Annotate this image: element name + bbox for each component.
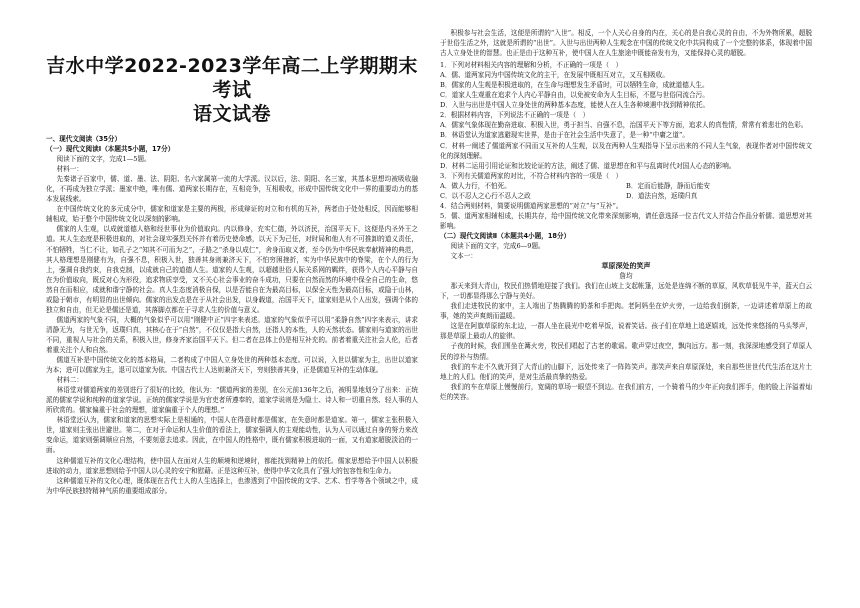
paragraph: 这是在阿旗草原的东北边，一群人坐在晨光中吃着早饭，说着笑话。孩子们在草地上追逐嬉戏，远处传来悠扬的马头琴声，那是草原上最动人的旋律。 xyxy=(440,322,812,341)
paragraph: 我们的车在草原上慢慢前行，宽阔的草场一眼望不到边。在我们前方，一个骑着马的少年正向我们挥手，他的脸上洋溢着灿烂的笑容。 xyxy=(440,382,812,401)
story-author: 詹均 xyxy=(619,272,633,281)
option: C．以不忍人之心行不忍人之政 xyxy=(440,191,531,200)
option: A．做人力行，不怕死。 xyxy=(440,181,511,190)
paragraph: 儒道互补是中国传统文化的基本格局，二者构成了中国人立身处世的两种基本态度。可以说，入世以儒家为主，出世以道家为本；进可以儒家为主，退可以道家为依。中国古代士人达则兼济天下，穷则独善其身，正是儒道互补的生动体现。 xyxy=(46,356,418,375)
subsection-heading: （二）现代文阅读Ⅱ（本题共4小题，18分） xyxy=(440,231,571,240)
question: 5．儒、道两家相辅相成，长期共存，给中国传统文化带来深刻影响，请任意选择一位古代文人并结合作品分析儒、道思想对其影响。 xyxy=(440,211,812,230)
exam-title: 吉水中学2022-2023学年高二上学期期末考试 xyxy=(46,55,418,101)
paragraph: 积极参与社会生活，这便是所谓的“入世”。相反，一个人关心自身的内在，关心的是自我心灵的自由，不为外物所累，超脱于世俗生活之外，这就是所谓的“出世”。入世与出世两种人生观念在中国的传统文化中共同构成了一个完整的体系，体现着中国古人立身处世的智慧。也正是由于这种互补，使中国人在人生旅途中既能奋发有为，又能保持心灵的超脱。 xyxy=(440,29,812,58)
paragraph: 在中国传统文化的多元成分中，儒家和道家是主要的两极，形成辩证的对立和有机的互补，两者由于处处相反，因而能够相辅相成，始于整个中国传统文化以深刻的影响。 xyxy=(46,205,418,224)
paragraph: 儒道两家的气象不同，大概的气象似乎可以用“刚健中正”四字来表述。道家的气象似乎可以用“柔静自然”四字来表示，讲求清静无为，与世无争，返璞归真，其核心在于“自然”，不仅仅是指大自然，还指人的本性，人的天然状态。儒家则与道家的出世不同，重视人与社会的关系，积极入世，修身齐家治国平天下。但二者在总体上仍是相互补充的。前者着重关注社会人伦，后者着重关注个人和自然。 xyxy=(46,315,418,354)
material-label: 材料二： xyxy=(56,376,83,385)
section-heading: 一、现代文阅读（35分） xyxy=(46,135,122,143)
reading-instruction: 阅读下面的文字，完成6—9题。 xyxy=(450,241,545,250)
option: C．材料一阐述了儒道两家不同而又互补的人生观，以及在两种人生观指导下呈示出来的不同人生气象，表现作者对中国传统文化的深刻理解。 xyxy=(440,141,812,160)
question: 1．下列对材料相关内容的理解和分析，不正确的一项是（ ） xyxy=(440,61,623,70)
paragraph: 这种儒道互补的文化心理结构，使中国人在面对人生的顺境和逆境时，都能找到精神上的依托。儒家思想给予中国人以积极进取的动力，道家思想则给予中国人以心灵的安宁和慰藉。正是这种互补，使得中华文化具有了强大的包容性和生命力。 xyxy=(46,456,418,475)
material-label: 材料一： xyxy=(56,165,83,174)
question: 2．根据材料内容，下列说法不正确的一项是（ ） xyxy=(440,111,590,120)
option: D．道法自然，返璞归真 xyxy=(626,191,698,200)
option-row xyxy=(440,191,812,201)
paragraph: 这种儒道互补的文化心理，既体现在古代士人的人生选择上，也渗透到了中国传统的文学、艺术、哲学等各个领域之中，成为中华民族独特精神气质的重要组成部分。 xyxy=(46,476,418,495)
option: B．儒家的人生观是积极进取的，在生命与理想发生矛盾时，可以牺牲生命，成就道德人生。 xyxy=(440,81,709,90)
paragraph: 子夜的时候，我们围坐在篝火旁，牧民们唱起了古老的歌谣。歌声穿过夜空，飘向远方。那一刻，我深深地感受到了草原人民的淳朴与热情。 xyxy=(440,342,812,361)
option: D．入世与出世是中国人立身处世的两种基本态度，能使人在人生各种境遇中找到精神依托。 xyxy=(440,101,710,110)
option: B．林语堂认为道家逃避现实世界，是由于在社会生活中失意了，是一种“中庸之道”。 xyxy=(440,131,689,140)
question: 4．结合两则材料，简要说明儒道两家思想的“对立”与“互补”。 xyxy=(440,201,623,210)
reading-instruction: 阅读下面的文字，完成1—5题。 xyxy=(56,155,151,164)
story-title: 草原深处的笑声 xyxy=(601,262,651,271)
subsection-heading: （一）现代文阅读Ⅰ（本题共5小题，17分） xyxy=(46,145,175,154)
paragraph: 先秦诸子百家中，儒、道、墨、法、阴阳、名六家属第一流的大学派。汉以后，法、阴阳、名三家，其基本思想均被吸收融化，不再成为独立学派；墨家中绝，唯有儒、道两家长期存在，互相竞争，互相吸收，形成中国传统文化中一界的重要动力的基本发展线索。 xyxy=(46,175,418,204)
question: 3．下列有关儒道两家的对比，不符合材料内容的一项是（ ） xyxy=(440,171,623,180)
exam-subtitle: 语文试卷 xyxy=(192,103,271,125)
right-column xyxy=(440,28,812,402)
left-column xyxy=(46,28,418,496)
paragraph: 儒家的人生观，以成就道德人格和经世事业为价值取向。内以修身，充实仁德，外以济民，治国平天下，这便是内圣外王之道。其人生态度是积极进取的，对社会现实强烈关怀并有着历史使命感，以天下为己任，对时局和他人有不可推卸的道义责任，不怕牺牲，当仁不让，如孔子之“知其不可而为之”，子路之“杀身以成仁”，舍身而取义者，至今仍为中华民族奉献精神的典范，其人格理想是刚健有为，自强不息，积极入世，独善其身则兼济天下，不怕穷困挫折，实为中华民族中的脊梁，在个人的行为上，强调自我约束，自我克制，以成就自己的道德人生。道家的人生观，以超越世俗人际关系网的羁绊，获得个人内心平静与自在为价值取向，既反对心为形役，追求物质享受，又不关心社会事业的奋斗成功，只要在自然而然的环境中保全自己的生命，悠然自在而相应，成就和谐宁静的社会。真人生态度消极自保，以是否能自在为最高目标，以保全天性为最高目标，或隐于山林，或隐于朝市，有明显的出世倾向。儒家的出发点是在于从社会出发，以身载道，治国平天下，道家则是从个人出发，强调个体的独立和自由，但无论是儒还是道，其落脚点都在于寻求人生的价值与意义。 xyxy=(46,225,418,314)
text-label: 文本一： xyxy=(450,252,477,261)
paragraph: 我们的车走不久就开到了大青山的山脚下，远处传来了一阵阵笑声。那笑声来自草原深处，来自那些世世代代生活在这片土地上的人们。他们的笑声，是对生活最真挚的热爱。 xyxy=(440,362,812,381)
option: B．定而后能静，静而后能安 xyxy=(626,181,710,190)
paragraph: 我们走进牧民的家中，主人端出了热腾腾的奶茶和手把肉。老阿妈坐在炉火旁，一边给我们倒茶，一边讲述着草原上的故事，她的笑声爽朗而温暖。 xyxy=(440,302,812,321)
option: A．儒家气象体现在勤奋进取、积极入世，勇于担当、自强不息，治国平天下等方面，追求人的真性情，常常有着悲壮的色彩。 xyxy=(440,121,808,130)
paragraph: 那天来到大青山，牧民们热情地迎接了我们。我们在山坡上支起帐篷，远处是连绵不断的草原，风吹草低见牛羊，蓝天白云下，一切都显得那么宁静与美好。 xyxy=(440,282,812,301)
paragraph: 林语堂对儒道两家的差别进行了很好的比较，他认为：“儒道两家的差别，在公元前136年之后，被明显地划分了出来：正统派的儒家学说和纯粹的道家学说。正统的儒家学说是为官吏者所遵奉的，道家学说则是为隐士、诗人和一切重自然、轻人事的人所欣赏的。儒家偏重于社会的理想，道家偏重于个人的理想。” xyxy=(46,386,418,415)
option: D．材料二运用引用论证和比较论证的方法，阐述了儒、道思想在和平与乱离时代对国人心态的影响。 xyxy=(440,161,736,170)
option: A．儒、道两家同为中国传统文化的主干，在发展中既相互对立，又互相吸收。 xyxy=(440,71,669,80)
paragraph: 林语堂还认为，儒家和道家的思想实际上是相通的，中国人在得意时都是儒家，在失意时都是道家。第一，儒家主张积极入世，道家则主张出世避世。第二，在对于命运和人生价值的看法上，儒家强调人的主观能动性，认为人可以通过自身的努力来改变命运，道家则强调顺应自然，不要刻意去追求。因此，在中国人的性格中，既有儒家积极进取的一面，又有道家超脱淡泊的一面。 xyxy=(46,416,418,455)
option: C．道家人生观重在追求个人内心平静自由，以免被安命为人生目标，不愿与世俗同流合污。 xyxy=(440,91,709,100)
option-row xyxy=(440,181,812,191)
